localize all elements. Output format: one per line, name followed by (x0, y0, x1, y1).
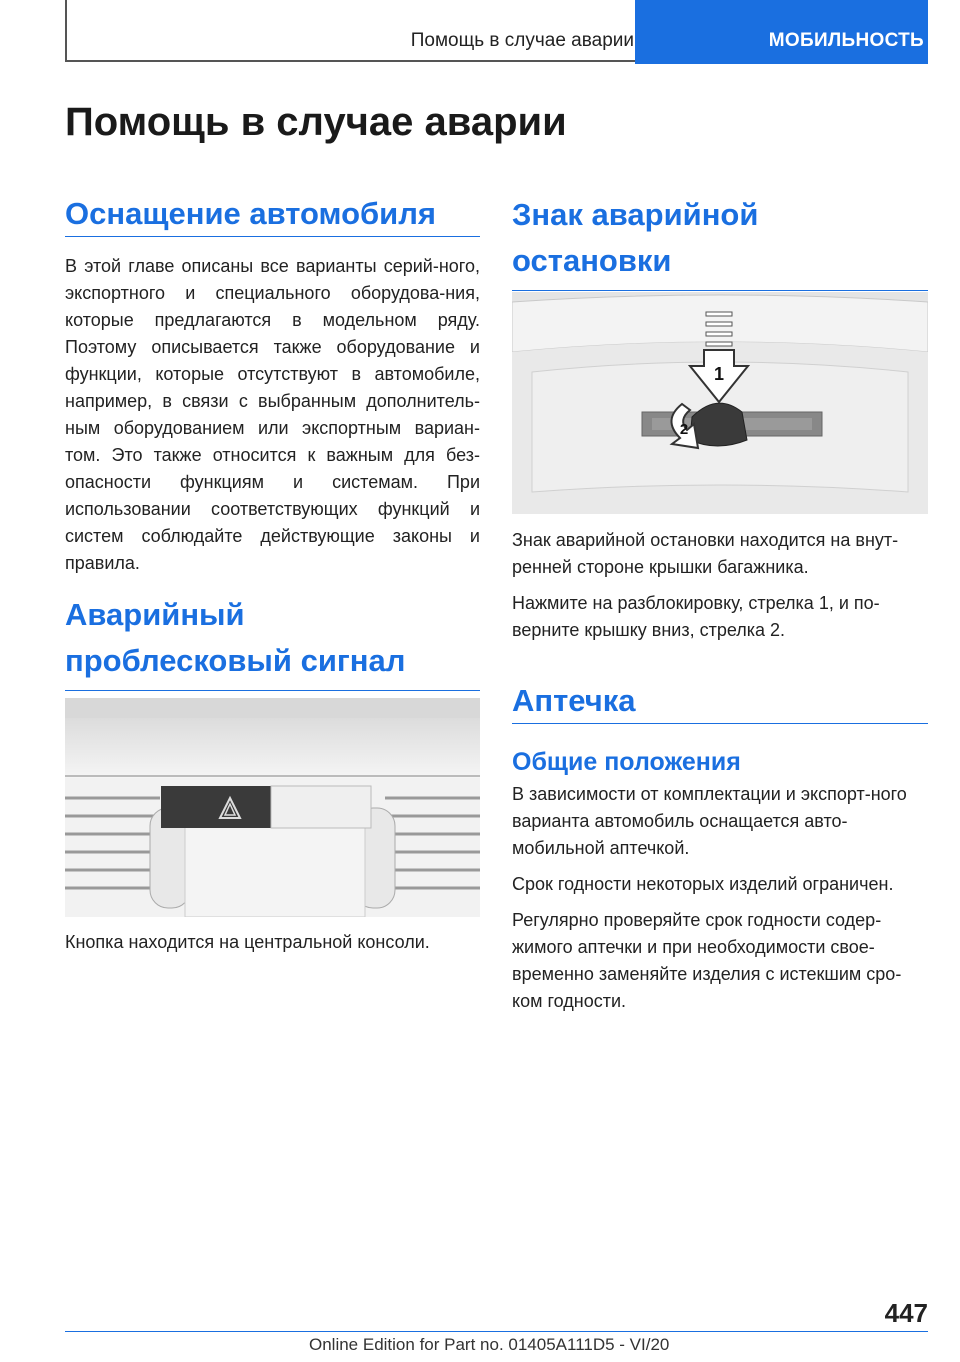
page-title: Помощь в случае аварии (65, 100, 567, 144)
divider (65, 690, 480, 691)
hazard-heading: Аварийный проблесковый сигнал (65, 597, 406, 678)
trunk-lid-figure (512, 292, 928, 514)
divider (65, 236, 480, 237)
triangle-heading: Знак аварийной остановки (512, 197, 759, 278)
triangle-location-text: Знак аварийной остановки находится на внут-ренней стороне крышки багажника. (512, 530, 899, 577)
section-title: Помощь в случае аварии (410, 30, 634, 51)
firstaid-text-2: Срок годности некоторых изделий ограничен. (512, 874, 894, 894)
chapter-title: МОБИЛЬНОСТЬ (768, 30, 924, 51)
triangle-section (512, 192, 928, 291)
edition-text: Online Edition for Part no. 01405A111D5 - VI/20 (309, 1335, 670, 1354)
left-column (65, 192, 480, 577)
triangle-text (512, 527, 928, 644)
arrow-2-label: 2 (679, 421, 689, 438)
section-tab (65, 0, 648, 62)
hazard-section (65, 592, 480, 691)
equipment-heading: Оснащение автомобиля (65, 196, 436, 231)
firstaid-section (512, 679, 928, 1015)
equipment-text: В этой главе описаны все варианты серий-ного, экспортного и специального оборудова-ния, которые предлагаются в модельном ряду. Поэтому описывается также оборудование и функции, которые отсутствуют в автомобиле, например, в связи с выбранным дополнитель-ным оборудованием или экспортным вариан-том. Это также относится к важным для без-опасности функциям и системам. При использовании соответствующих функций и систем соблюдайте действующие законы и правила. (65, 256, 480, 573)
firstaid-text-1: В зависимости от комплектации и экспорт-ного варианта автомобиль оснащается авто-мобильной аптечкой. (512, 784, 907, 858)
page-header (65, 0, 928, 64)
hazard-caption: Кнопка находится на центральной консоли. (65, 932, 430, 952)
general-subheading: Общие положения (512, 748, 741, 776)
triangle-instruction-text: Нажмите на разблокировку, стрелка 1, и по-верните крышку вниз, стрелка 2. (512, 593, 880, 640)
trunk-lid-illustration (512, 292, 928, 514)
page-number: 447 (884, 1298, 928, 1328)
divider (512, 290, 928, 291)
chapter-tab (635, 0, 928, 64)
firstaid-text-3: Регулярно проверяйте срок годности содер-жимого аптечки и при необходимости свое-временно заменяйте изделия с истекшим сро-ком годности. (512, 910, 902, 1011)
arrow-1-label: 1 (713, 364, 725, 384)
hazard-console-illustration (65, 698, 480, 917)
divider (512, 723, 928, 724)
footer-divider (65, 1331, 928, 1332)
hazard-button-figure (65, 698, 480, 917)
firstaid-heading: Аптечка (512, 683, 636, 718)
